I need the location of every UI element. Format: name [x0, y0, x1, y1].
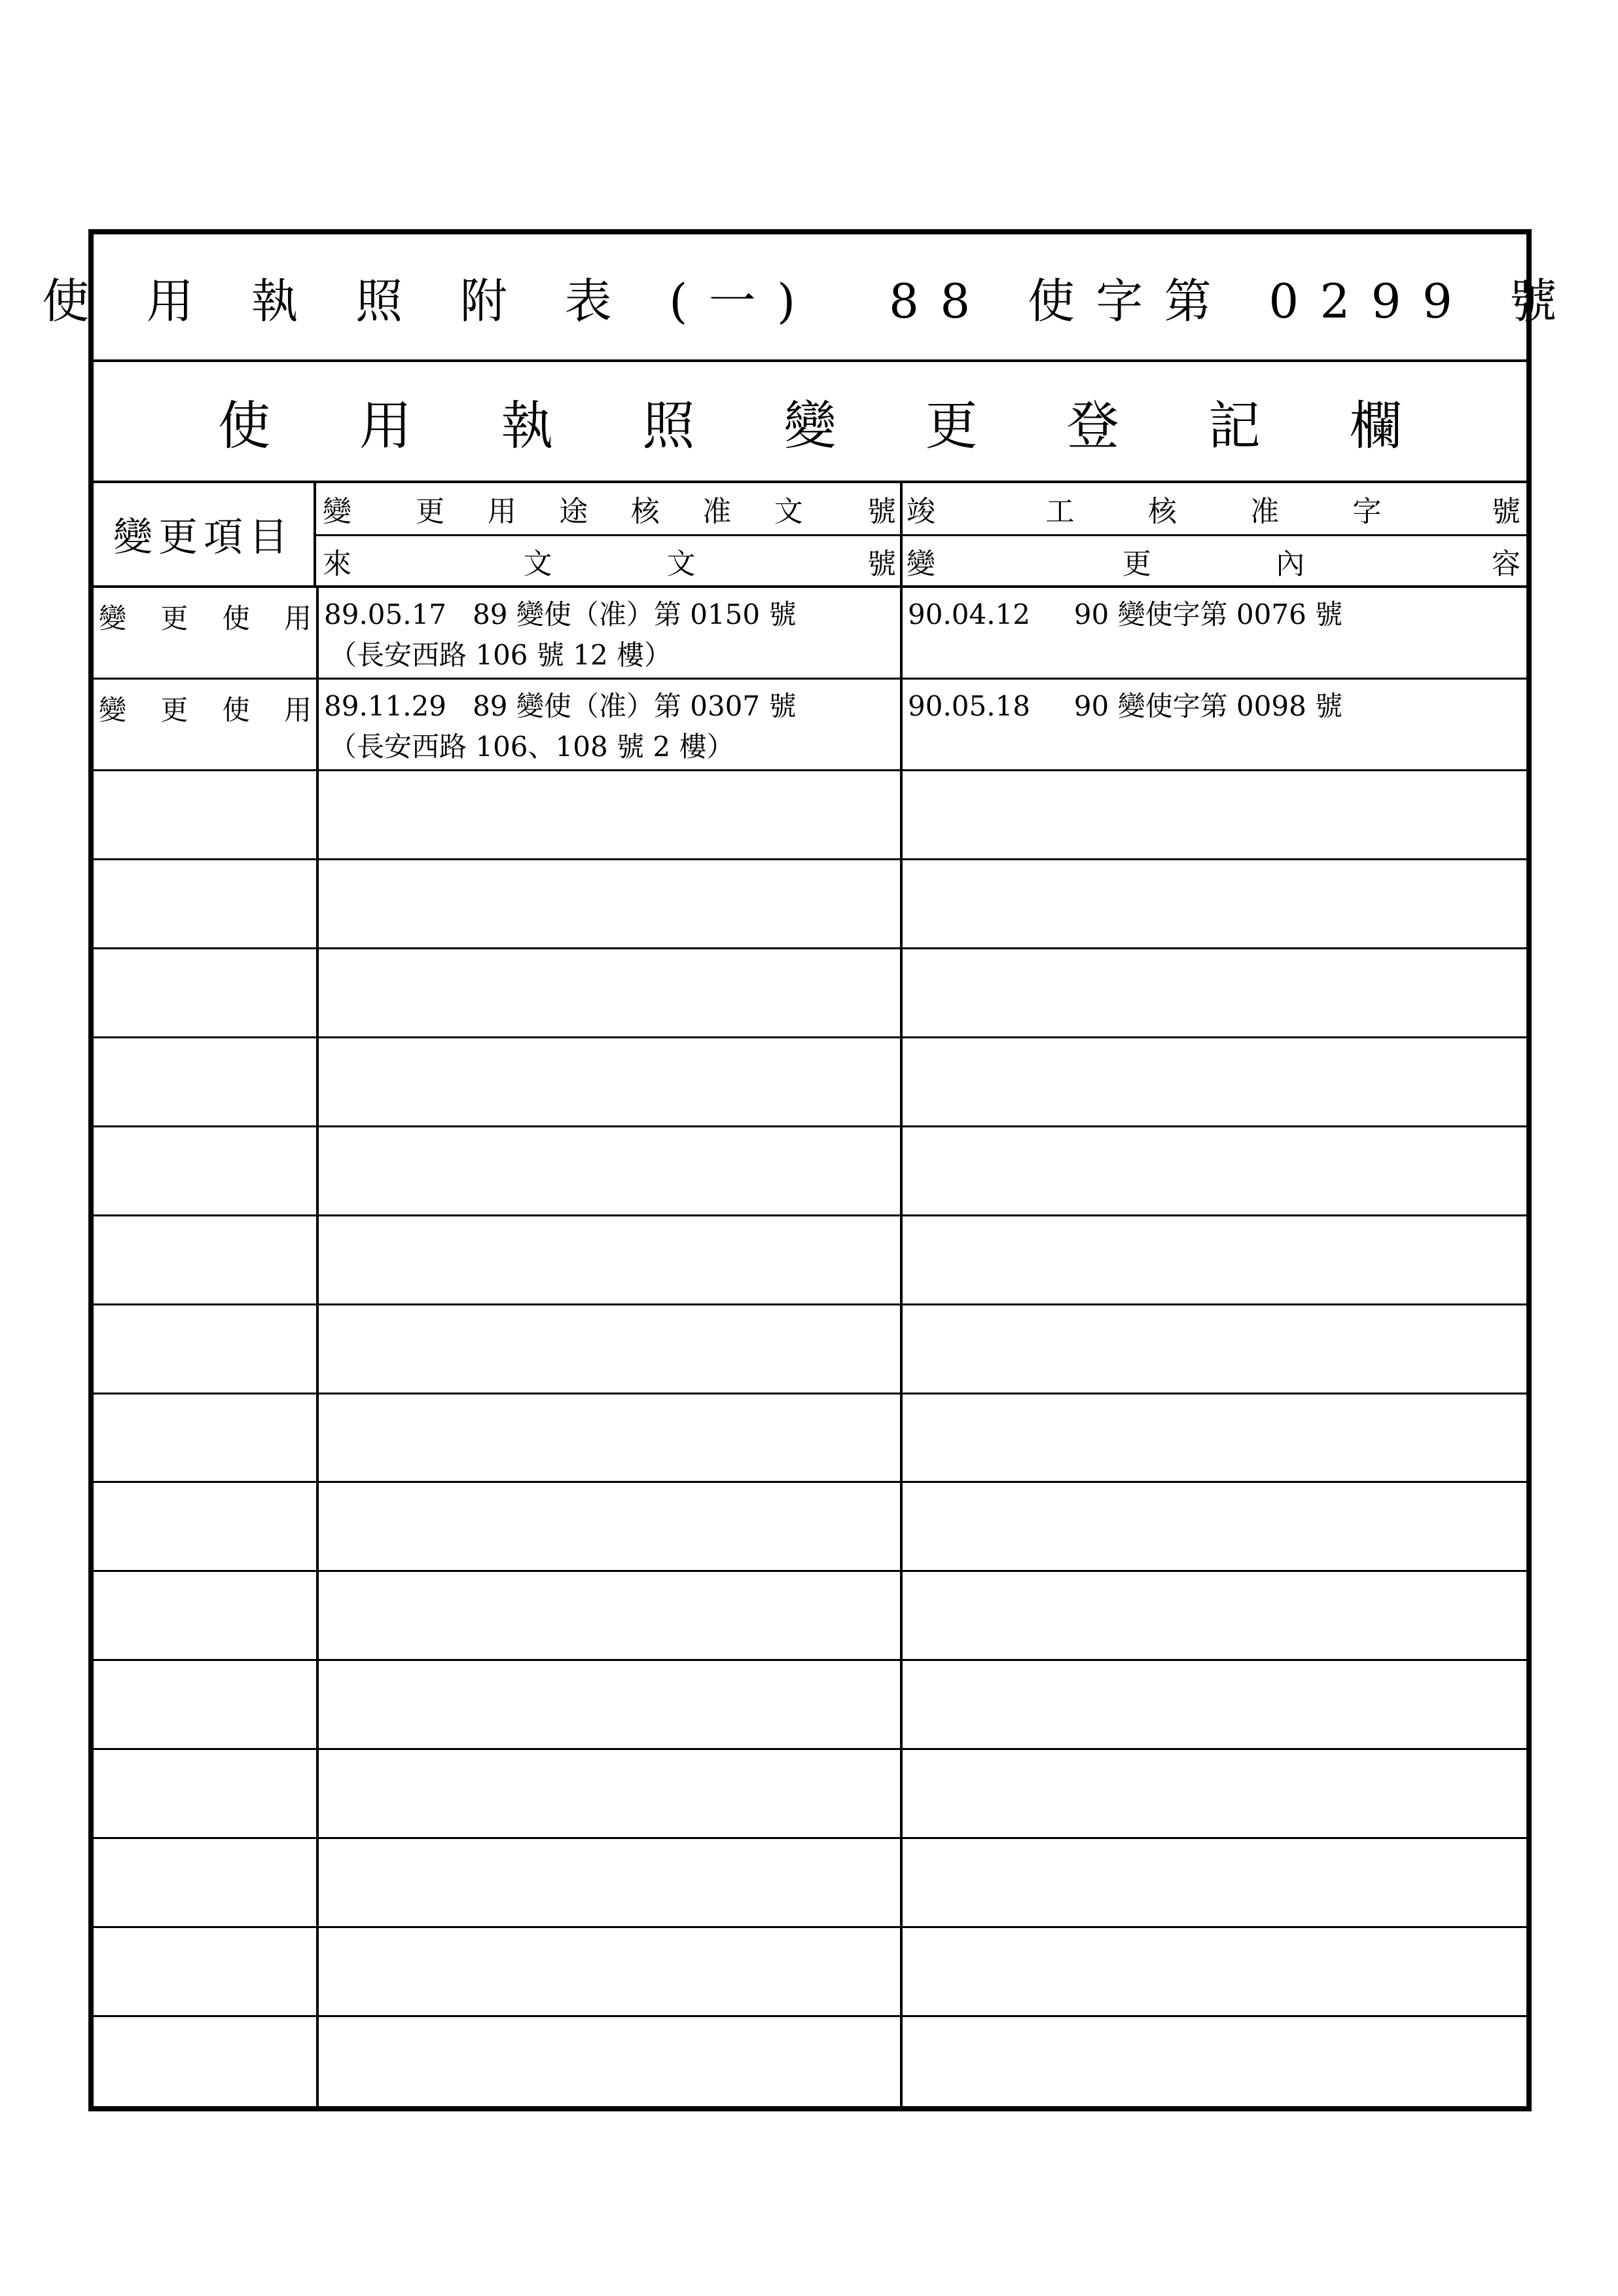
- approval-doc-address: （長安西路 106 號 12 樓）: [329, 639, 672, 671]
- item-char: 使: [222, 602, 250, 634]
- row-approval-doc: [324, 594, 893, 676]
- row-change-item: [99, 597, 312, 636]
- form-title: 使 用 執 照 附 表 (一) 88 使字第 0299 號: [42, 273, 1578, 329]
- row-approval-doc: [324, 686, 893, 767]
- empty-table-row: [94, 1483, 1526, 1572]
- header-char: 途: [559, 495, 588, 528]
- table-row: [94, 680, 1526, 771]
- header-char: 容: [1492, 547, 1520, 581]
- table-header: [94, 483, 1526, 588]
- empty-table-row: [94, 949, 1526, 1038]
- header-char: 核: [1147, 495, 1177, 528]
- empty-table-row: [94, 1572, 1526, 1661]
- header-column-divider: [900, 483, 903, 585]
- subtitle-char: 記: [1208, 395, 1261, 456]
- subtitle-char: 更: [925, 395, 978, 456]
- item-char: 用: [283, 602, 312, 634]
- table-row: [94, 588, 1526, 680]
- approval-doc-address: （長安西路 106、108 號 2 樓）: [329, 731, 734, 763]
- subtitle-char: 照: [642, 395, 695, 456]
- empty-table-row: [94, 1305, 1526, 1394]
- subtitle-char: 欄: [1350, 395, 1402, 456]
- empty-table-row: [94, 2017, 1526, 2106]
- header-char: 號: [867, 547, 896, 581]
- empty-table-row: [94, 1216, 1526, 1305]
- header-char: 更: [1122, 547, 1151, 581]
- header-char: 變: [907, 547, 935, 581]
- subtitle-char: 執: [501, 395, 554, 456]
- empty-table-row: [94, 771, 1526, 860]
- item-char: 更: [160, 602, 189, 634]
- empty-table-row: [94, 1038, 1526, 1127]
- header-char: 文: [666, 547, 696, 581]
- header-divider: [316, 534, 1526, 536]
- empty-table-row: [94, 1750, 1526, 1839]
- subtitle-char: 變: [783, 395, 836, 456]
- row-completion-no: 90.05.18 90 變使字第 0098 號: [908, 690, 1343, 722]
- header-approval-doc: [319, 483, 900, 534]
- row-change-item: [99, 689, 312, 728]
- item-char: 更: [160, 694, 189, 726]
- header-char: 內: [1276, 547, 1305, 581]
- header-char: 用: [487, 495, 516, 528]
- header-completion-no: [903, 483, 1524, 534]
- header-change-content: [903, 536, 1524, 587]
- approval-doc-number: 89.11.29 89 變使（准）第 0307 號: [324, 690, 797, 722]
- header-char: 核: [630, 495, 660, 528]
- header-change-item: 變更項目: [94, 483, 316, 585]
- header-char: 工: [1045, 495, 1075, 528]
- item-char: 使: [222, 694, 250, 726]
- header-char: 來: [323, 547, 351, 581]
- item-char: 變: [99, 694, 127, 726]
- empty-table-row: [94, 1839, 1526, 1928]
- row-completion-no: 90.04.12 90 變使字第 0076 號: [908, 598, 1343, 630]
- empty-table-row: [94, 1394, 1526, 1484]
- form-subtitle-band: [94, 362, 1526, 483]
- header-char: 變: [323, 495, 351, 528]
- form-title-band: [42, 234, 1578, 362]
- header-char: 文: [523, 547, 552, 581]
- subtitle-char: 使: [218, 395, 270, 456]
- header-char: 准: [702, 495, 732, 528]
- header-incoming-doc: [319, 536, 900, 587]
- license-form-frame: [42, 229, 1578, 2111]
- subtitle-char: 用: [359, 395, 412, 456]
- empty-table-row: [94, 1661, 1526, 1750]
- header-char: 文: [774, 495, 803, 528]
- empty-table-row: [94, 1127, 1526, 1216]
- header-char: 號: [1491, 495, 1520, 528]
- table-body: [94, 588, 1526, 2106]
- subtitle-char: 登: [1066, 395, 1119, 456]
- header-char: 字: [1352, 495, 1382, 528]
- header-char: 准: [1250, 495, 1280, 528]
- empty-table-row: [94, 860, 1526, 949]
- header-char: 更: [416, 495, 445, 528]
- approval-doc-number: 89.05.17 89 變使（准）第 0150 號: [324, 598, 797, 630]
- header-char: 號: [867, 495, 896, 528]
- item-char: 用: [283, 694, 312, 726]
- header-char: 竣: [907, 495, 935, 528]
- item-char: 變: [99, 602, 127, 634]
- empty-table-row: [94, 1928, 1526, 2017]
